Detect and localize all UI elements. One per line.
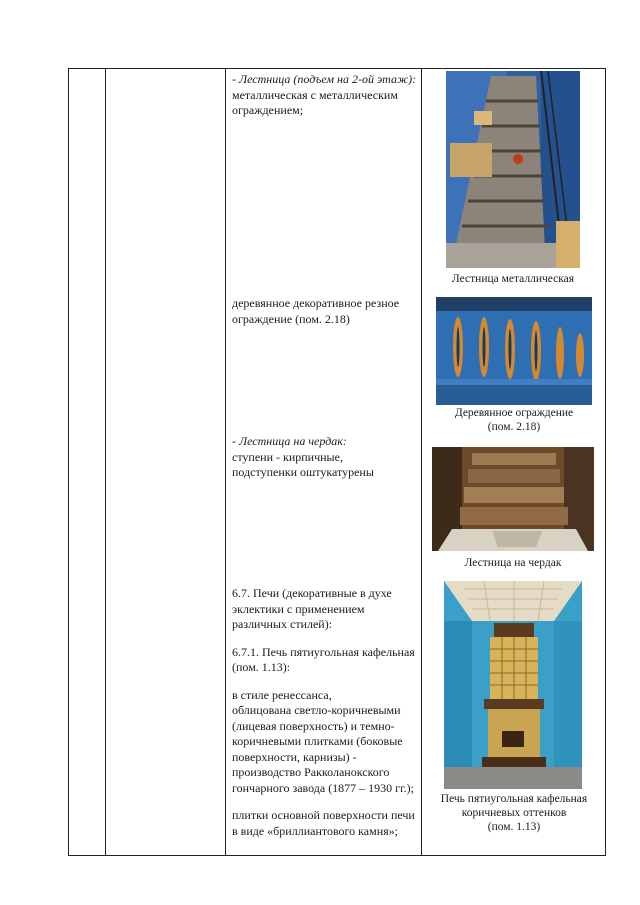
attic-stair-heading: - Лестница на чердак: bbox=[232, 434, 347, 448]
spacer bbox=[232, 633, 432, 645]
text-line: различных стилей): bbox=[232, 617, 333, 631]
wooden-railing-caption bbox=[436, 406, 592, 434]
text-line: 6.7. Печи (декоративные в духе bbox=[232, 586, 392, 600]
attic-stair-description bbox=[232, 434, 374, 481]
stove-description bbox=[232, 586, 432, 839]
caption-line: Лестница на чердак bbox=[464, 557, 562, 569]
text-line: деревянное декоративное резное bbox=[232, 296, 400, 310]
spacer bbox=[232, 796, 432, 808]
text-line: ограждение (пом. 2.18) bbox=[232, 311, 350, 326]
stair-metal-description bbox=[232, 72, 416, 119]
metal-staircase-caption bbox=[446, 272, 580, 286]
tiled-stove-caption bbox=[436, 792, 592, 834]
text-line: в стиле ренессанса, bbox=[232, 687, 332, 702]
column-divider bbox=[225, 69, 226, 855]
wooden-railing-description bbox=[232, 296, 399, 327]
text-line: ступени - кирпичные, bbox=[232, 449, 343, 464]
text-line: 6.7.1. Печь пятиугольная кафельная bbox=[232, 644, 415, 659]
text-line: коричневыми плитками (боковые bbox=[232, 734, 403, 748]
text-line: подступенки оштукатурены bbox=[232, 465, 374, 479]
caption-line: Деревянное ограждение bbox=[454, 407, 574, 419]
text-line: (лицевая поверхность) и темно- bbox=[232, 718, 395, 733]
text-line: в виде «бриллиантового камня»; bbox=[232, 823, 398, 838]
text-line: (пом. 1.13): bbox=[232, 660, 291, 674]
text-line: поверхности, карнизы) - bbox=[232, 749, 357, 764]
spacer bbox=[232, 676, 432, 688]
text-line: металлическая с металлическим bbox=[232, 87, 398, 102]
attic-staircase-caption bbox=[432, 556, 594, 570]
wooden-railing-photo bbox=[436, 297, 592, 405]
caption-line: коричневых оттенков bbox=[461, 807, 567, 819]
caption-line: (пом. 1.13) bbox=[487, 821, 541, 833]
text-line: эклектики с применением bbox=[232, 601, 365, 616]
column-divider bbox=[105, 69, 106, 855]
stair-metal-heading: - Лестница (подъем на 2-ой этаж): bbox=[232, 72, 417, 86]
text-line: производство Ракколанокского bbox=[232, 765, 390, 779]
text-line: ограждением; bbox=[232, 103, 304, 117]
metal-staircase-photo bbox=[446, 71, 580, 268]
caption-line: Лестница металлическая bbox=[451, 273, 575, 285]
text-line: гончарного завода (1877 – 1930 гг.); bbox=[232, 780, 415, 795]
tiled-stove-photo bbox=[444, 581, 582, 789]
text-line: плитки основной поверхности печи bbox=[232, 808, 415, 822]
attic-staircase-photo bbox=[432, 447, 594, 551]
caption-line: (пом. 2.18) bbox=[487, 421, 541, 433]
caption-line: Печь пятиугольная кафельная bbox=[440, 793, 588, 805]
text-line: облицована светло-коричневыми bbox=[232, 703, 401, 717]
